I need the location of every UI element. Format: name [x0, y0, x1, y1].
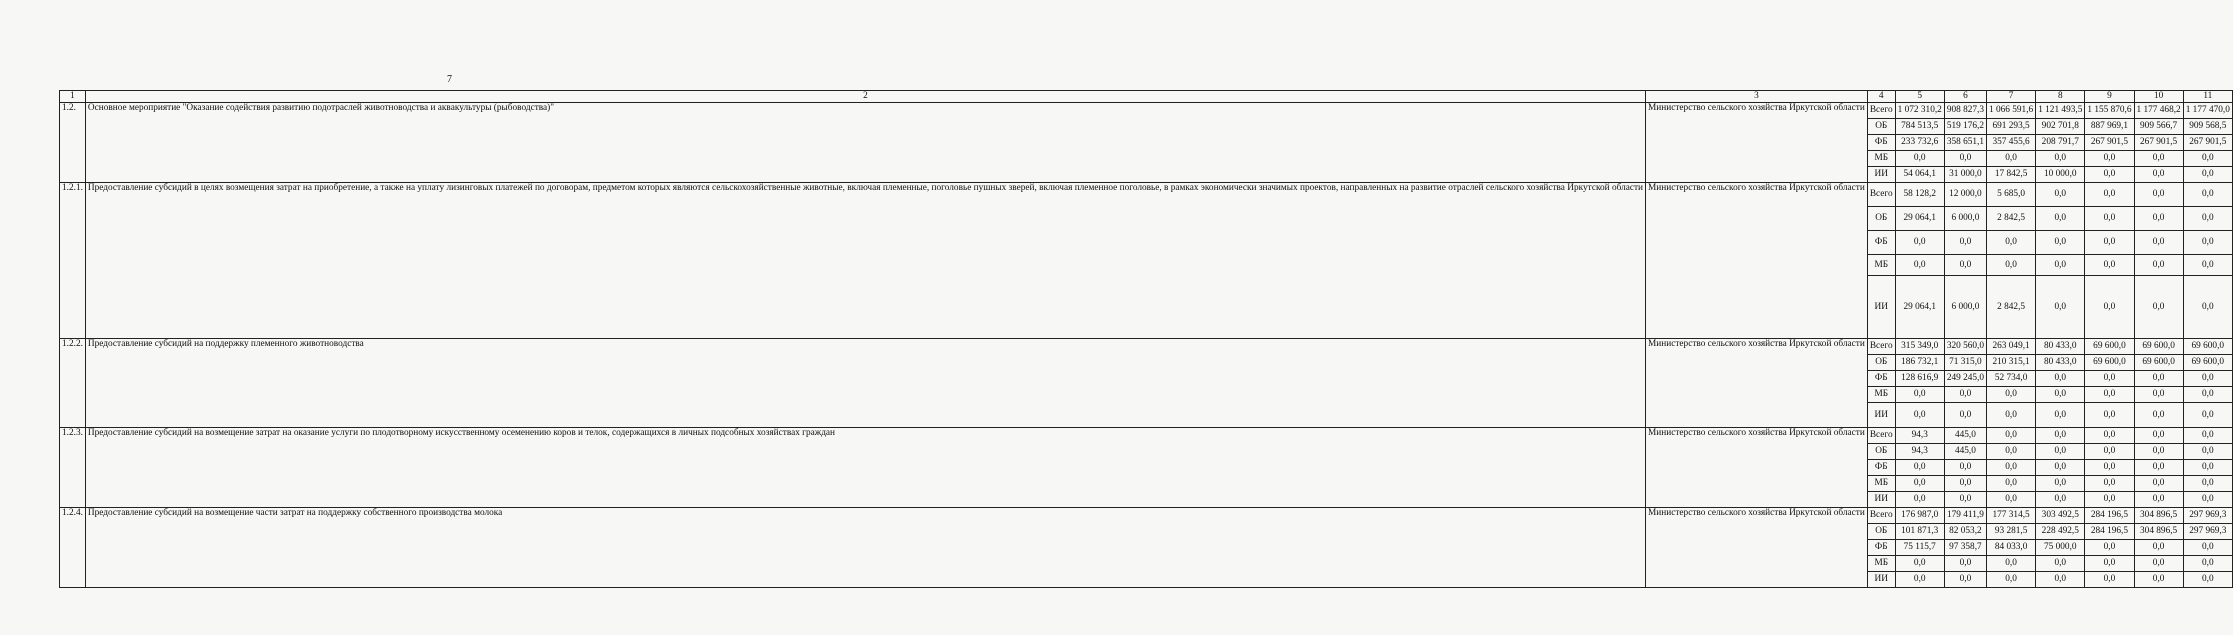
amount-cell: 29 064,1: [1895, 276, 1944, 339]
funding-source: ИИ: [1867, 492, 1895, 508]
amount-cell: 0,0: [1987, 231, 2036, 255]
amount-cell: 0,0: [1987, 556, 2036, 572]
amount-cell: 54 064,1: [1895, 167, 1944, 183]
amount-cell: 0,0: [2183, 556, 2232, 572]
amount-cell: 0,0: [2036, 207, 2085, 231]
funding-source: ФБ: [1867, 231, 1895, 255]
amount-cell: 69 600,0: [2183, 339, 2232, 355]
table-row: [60, 339, 2233, 355]
amount-cell: 0,0: [2183, 167, 2232, 183]
amount-cell: 0,0: [1987, 476, 2036, 492]
funding-source: ОБ: [1867, 355, 1895, 371]
amount-cell: 0,0: [2183, 151, 2232, 167]
amount-cell: 84 033,0: [1987, 540, 2036, 556]
amount-cell: 304 896,5: [2134, 524, 2183, 540]
amount-cell: 0,0: [2183, 492, 2232, 508]
amount-cell: 267 901,5: [2085, 135, 2134, 151]
amount-cell: 2 842,5: [1987, 207, 2036, 231]
page-number: 7: [447, 74, 452, 85]
amount-cell: 0,0: [2085, 444, 2134, 460]
amount-cell: 297 969,3: [2183, 508, 2232, 524]
amount-cell: 0,0: [2134, 183, 2183, 207]
budget-table: [59, 90, 2233, 588]
funding-source: ФБ: [1867, 135, 1895, 151]
amount-cell: 31 000,0: [1944, 167, 1986, 183]
funding-source: МБ: [1867, 151, 1895, 167]
amount-cell: 0,0: [2085, 151, 2134, 167]
funding-source: Всего: [1867, 183, 1895, 207]
amount-cell: 0,0: [2036, 492, 2085, 508]
amount-cell: 0,0: [2183, 572, 2232, 588]
header-cell: 3: [1646, 91, 1868, 103]
amount-cell: 0,0: [1944, 387, 1986, 403]
funding-source: Всего: [1867, 508, 1895, 524]
amount-cell: 0,0: [2036, 231, 2085, 255]
amount-cell: 0,0: [2036, 151, 2085, 167]
amount-cell: 902 701,8: [2036, 119, 2085, 135]
amount-cell: 0,0: [2036, 556, 2085, 572]
amount-cell: 0,0: [2183, 428, 2232, 444]
header-cell: 5: [1895, 91, 1944, 103]
header-cell: 9: [2085, 91, 2134, 103]
funding-source: МБ: [1867, 476, 1895, 492]
amount-cell: 0,0: [2036, 403, 2085, 428]
amount-cell: 358 651,1: [1944, 135, 1986, 151]
funding-source: ОБ: [1867, 119, 1895, 135]
header-cell: 2: [85, 91, 1645, 103]
header-cell: 4: [1867, 91, 1895, 103]
amount-cell: 0,0: [1895, 387, 1944, 403]
amount-cell: 0,0: [2183, 540, 2232, 556]
amount-cell: 0,0: [2036, 572, 2085, 588]
amount-cell: 0,0: [2134, 371, 2183, 387]
item-number: 1.2.4.: [60, 508, 86, 588]
amount-cell: 0,0: [1895, 151, 1944, 167]
amount-cell: 29 064,1: [1895, 207, 1944, 231]
header-cell: 11: [2183, 91, 2232, 103]
amount-cell: 284 196,5: [2085, 508, 2134, 524]
amount-cell: 320 560,0: [1944, 339, 1986, 355]
amount-cell: 82 053,2: [1944, 524, 1986, 540]
amount-cell: 0,0: [1944, 556, 1986, 572]
item-number: 1.2.: [60, 103, 86, 183]
amount-cell: 0,0: [2134, 403, 2183, 428]
funding-source: ФБ: [1867, 540, 1895, 556]
amount-cell: 1 155 870,6: [2085, 103, 2134, 119]
amount-cell: 0,0: [2085, 183, 2134, 207]
amount-cell: 0,0: [2036, 276, 2085, 339]
amount-cell: 0,0: [2134, 460, 2183, 476]
amount-cell: 0,0: [2183, 183, 2232, 207]
table-row: [60, 428, 2233, 444]
amount-cell: 0,0: [1944, 492, 1986, 508]
table-row: [60, 508, 2233, 524]
amount-cell: 12 000,0: [1944, 183, 1986, 207]
amount-cell: 0,0: [2134, 492, 2183, 508]
funding-source: ОБ: [1867, 524, 1895, 540]
amount-cell: 0,0: [2183, 444, 2232, 460]
header-cell: 7: [1987, 91, 2036, 103]
amount-cell: 69 600,0: [2134, 355, 2183, 371]
amount-cell: 0,0: [2134, 444, 2183, 460]
amount-cell: 0,0: [2085, 371, 2134, 387]
amount-cell: 0,0: [2036, 371, 2085, 387]
amount-cell: 0,0: [2183, 276, 2232, 339]
amount-cell: 93 281,5: [1987, 524, 2036, 540]
amount-cell: 0,0: [2036, 460, 2085, 476]
amount-cell: 784 513,5: [1895, 119, 1944, 135]
amount-cell: 0,0: [2085, 492, 2134, 508]
amount-cell: 0,0: [1944, 572, 1986, 588]
funding-source: МБ: [1867, 255, 1895, 276]
amount-cell: 0,0: [2134, 476, 2183, 492]
funding-source: ИИ: [1867, 276, 1895, 339]
amount-cell: 0,0: [2183, 403, 2232, 428]
amount-cell: 357 455,6: [1987, 135, 2036, 151]
amount-cell: 0,0: [2085, 276, 2134, 339]
amount-cell: 908 827,3: [1944, 103, 1986, 119]
amount-cell: 0,0: [2134, 540, 2183, 556]
amount-cell: 0,0: [1895, 556, 1944, 572]
amount-cell: 128 616,9: [1895, 371, 1944, 387]
amount-cell: 0,0: [1895, 460, 1944, 476]
amount-cell: 10 000,0: [2036, 167, 2085, 183]
amount-cell: 233 732,6: [1895, 135, 1944, 151]
amount-cell: 267 901,5: [2134, 135, 2183, 151]
amount-cell: 0,0: [2134, 167, 2183, 183]
amount-cell: 0,0: [2085, 207, 2134, 231]
item-name: Предоставление субсидий на поддержку племенного животноводства: [85, 339, 1645, 428]
header-cell: 1: [60, 91, 86, 103]
amount-cell: 228 492,5: [2036, 524, 2085, 540]
amount-cell: 0,0: [2134, 276, 2183, 339]
amount-cell: 1 066 591,6: [1987, 103, 2036, 119]
amount-cell: 0,0: [1944, 460, 1986, 476]
amount-cell: 71 315,0: [1944, 355, 1986, 371]
amount-cell: 0,0: [2085, 476, 2134, 492]
amount-cell: 284 196,5: [2085, 524, 2134, 540]
amount-cell: 445,0: [1944, 444, 1986, 460]
amount-cell: 0,0: [1895, 492, 1944, 508]
amount-cell: 0,0: [2134, 572, 2183, 588]
amount-cell: 0,0: [2183, 476, 2232, 492]
amount-cell: 0,0: [2085, 572, 2134, 588]
amount-cell: 0,0: [1987, 403, 2036, 428]
amount-cell: 0,0: [1987, 460, 2036, 476]
item-name: Предоставление субсидий на возмещение части затрат на поддержку собственного производства молока: [85, 508, 1645, 588]
amount-cell: 0,0: [1987, 387, 2036, 403]
funding-source: ФБ: [1867, 371, 1895, 387]
amount-cell: 0,0: [2134, 556, 2183, 572]
amount-cell: 0,0: [1895, 476, 1944, 492]
amount-cell: 0,0: [2183, 207, 2232, 231]
amount-cell: 315 349,0: [1895, 339, 1944, 355]
funding-source: МБ: [1867, 556, 1895, 572]
funding-source: Всего: [1867, 339, 1895, 355]
amount-cell: 0,0: [2085, 167, 2134, 183]
amount-cell: 101 871,3: [1895, 524, 1944, 540]
amount-cell: 0,0: [2085, 428, 2134, 444]
amount-cell: 69 600,0: [2085, 339, 2134, 355]
amount-cell: 179 411,9: [1944, 508, 1986, 524]
amount-cell: 208 791,7: [2036, 135, 2085, 151]
amount-cell: 691 293,5: [1987, 119, 2036, 135]
amount-cell: 0,0: [2134, 151, 2183, 167]
amount-cell: 0,0: [2085, 540, 2134, 556]
amount-cell: 0,0: [2036, 387, 2085, 403]
amount-cell: 0,0: [1987, 572, 2036, 588]
item-name: Предоставление субсидий в целях возмещения затрат на приобретение, а также на уплату лизинговых платежей по договорам, предметом которых являются сельскохозяйственные животные, включая племенные, поголовье пушных зверей, включая племенное поголовье, в рамках экономически значимых проектов, направленных на развитие отраслей сельского хозяйства Иркутской области: [85, 183, 1645, 339]
amount-cell: 0,0: [2183, 460, 2232, 476]
item-executor: Министерство сельского хозяйства Иркутской области: [1646, 339, 1868, 428]
funding-source: МБ: [1867, 387, 1895, 403]
amount-cell: 0,0: [1987, 255, 2036, 276]
item-executor: Министерство сельского хозяйства Иркутской области: [1646, 428, 1868, 508]
amount-cell: 52 734,0: [1987, 371, 2036, 387]
amount-cell: 0,0: [2036, 183, 2085, 207]
funding-source: ФБ: [1867, 460, 1895, 476]
amount-cell: 80 433,0: [2036, 339, 2085, 355]
amount-cell: 0,0: [1944, 255, 1986, 276]
amount-cell: 0,0: [1944, 476, 1986, 492]
item-executor: Министерство сельского хозяйства Иркутской области: [1646, 508, 1868, 588]
amount-cell: 0,0: [2183, 255, 2232, 276]
amount-cell: 69 600,0: [2085, 355, 2134, 371]
amount-cell: 297 969,3: [2183, 524, 2232, 540]
amount-cell: 263 049,1: [1987, 339, 2036, 355]
amount-cell: 1 177 468,2: [2134, 103, 2183, 119]
amount-cell: 1 177 470,0: [2183, 103, 2232, 119]
amount-cell: 177 314,5: [1987, 508, 2036, 524]
table-body: [60, 103, 2233, 588]
amount-cell: 0,0: [2036, 255, 2085, 276]
amount-cell: 887 969,1: [2085, 119, 2134, 135]
amount-cell: 0,0: [1987, 428, 2036, 444]
item-executor: Министерство сельского хозяйства Иркутской области: [1646, 103, 1868, 183]
amount-cell: 445,0: [1944, 428, 1986, 444]
amount-cell: 6 000,0: [1944, 207, 1986, 231]
amount-cell: 17 842,5: [1987, 167, 2036, 183]
amount-cell: 0,0: [2183, 387, 2232, 403]
item-number: 1.2.3.: [60, 428, 86, 508]
amount-cell: 0,0: [2085, 460, 2134, 476]
amount-cell: 0,0: [1895, 572, 1944, 588]
amount-cell: 0,0: [1944, 231, 1986, 255]
amount-cell: 210 315,1: [1987, 355, 2036, 371]
funding-source: ОБ: [1867, 207, 1895, 231]
table-row: [60, 183, 2233, 207]
item-number: 1.2.1.: [60, 183, 86, 339]
amount-cell: 75 115,7: [1895, 540, 1944, 556]
amount-cell: 5 685,0: [1987, 183, 2036, 207]
amount-cell: 0,0: [1987, 444, 2036, 460]
amount-cell: 0,0: [1987, 151, 2036, 167]
amount-cell: 0,0: [2036, 428, 2085, 444]
amount-cell: 0,0: [2134, 231, 2183, 255]
amount-cell: 0,0: [2036, 476, 2085, 492]
amount-cell: 0,0: [2085, 403, 2134, 428]
amount-cell: 0,0: [1895, 231, 1944, 255]
amount-cell: 249 245,0: [1944, 371, 1986, 387]
amount-cell: 267 901,5: [2183, 135, 2232, 151]
amount-cell: 186 732,1: [1895, 355, 1944, 371]
amount-cell: 0,0: [2134, 428, 2183, 444]
funding-source: ИИ: [1867, 572, 1895, 588]
amount-cell: 94,3: [1895, 428, 1944, 444]
amount-cell: 304 896,5: [2134, 508, 2183, 524]
header-cell: 10: [2134, 91, 2183, 103]
amount-cell: 909 566,7: [2134, 119, 2183, 135]
header-row: [60, 91, 2233, 103]
funding-source: ИИ: [1867, 167, 1895, 183]
amount-cell: 97 358,7: [1944, 540, 1986, 556]
item-number: 1.2.2.: [60, 339, 86, 428]
amount-cell: 0,0: [2085, 387, 2134, 403]
amount-cell: 0,0: [2134, 255, 2183, 276]
amount-cell: 0,0: [1944, 403, 1986, 428]
amount-cell: 519 176,2: [1944, 119, 1986, 135]
amount-cell: 0,0: [2183, 371, 2232, 387]
amount-cell: 0,0: [2134, 387, 2183, 403]
amount-cell: 1 121 493,5: [2036, 103, 2085, 119]
amount-cell: 1 072 310,2: [1895, 103, 1944, 119]
amount-cell: 0,0: [2085, 255, 2134, 276]
amount-cell: 69 600,0: [2134, 339, 2183, 355]
header-cell: 6: [1944, 91, 1986, 103]
amount-cell: 909 568,5: [2183, 119, 2232, 135]
amount-cell: 2 842,5: [1987, 276, 2036, 339]
funding-source: Всего: [1867, 428, 1895, 444]
table-row: [60, 103, 2233, 119]
amount-cell: 0,0: [2036, 444, 2085, 460]
amount-cell: 0,0: [1944, 151, 1986, 167]
amount-cell: 303 492,5: [2036, 508, 2085, 524]
funding-source: Всего: [1867, 103, 1895, 119]
item-name: Предоставление субсидий на возмещение затрат на оказание услуги по плодотворному искусственному осеменению коров и телок, содержащихся в личных подсобных хозяйствах граждан: [85, 428, 1645, 508]
item-name: Основное мероприятие "Оказание содействия развитию подотраслей животноводства и аквакультуры (рыбоводства)": [85, 103, 1645, 183]
amount-cell: 0,0: [2085, 231, 2134, 255]
amount-cell: 0,0: [2183, 231, 2232, 255]
amount-cell: 176 987,0: [1895, 508, 1944, 524]
funding-source: ОБ: [1867, 444, 1895, 460]
amount-cell: 0,0: [1895, 255, 1944, 276]
amount-cell: 0,0: [2134, 207, 2183, 231]
amount-cell: 69 600,0: [2183, 355, 2232, 371]
amount-cell: 0,0: [2085, 556, 2134, 572]
amount-cell: 75 000,0: [2036, 540, 2085, 556]
amount-cell: 58 128,2: [1895, 183, 1944, 207]
header-cell: 8: [2036, 91, 2085, 103]
amount-cell: 6 000,0: [1944, 276, 1986, 339]
amount-cell: 0,0: [1987, 492, 2036, 508]
amount-cell: 0,0: [1895, 403, 1944, 428]
amount-cell: 80 433,0: [2036, 355, 2085, 371]
amount-cell: 94,3: [1895, 444, 1944, 460]
funding-source: ИИ: [1867, 403, 1895, 428]
item-executor: Министерство сельского хозяйства Иркутской области: [1646, 183, 1868, 339]
